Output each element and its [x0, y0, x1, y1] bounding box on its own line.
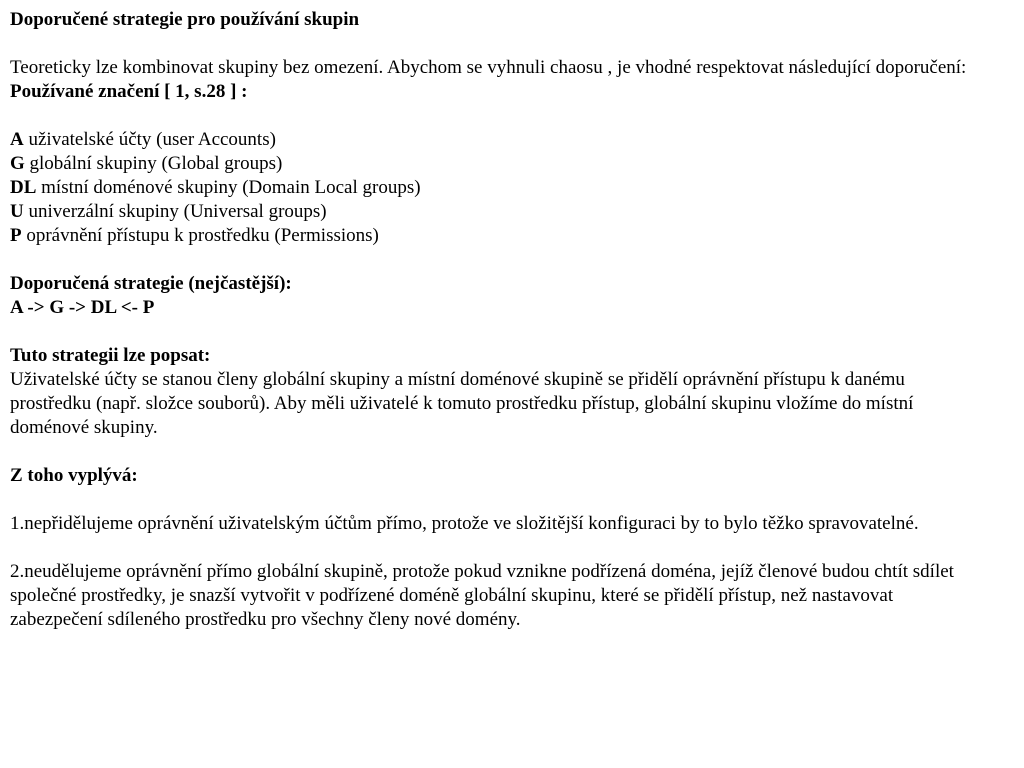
notation-text: globální skupiny (Global groups)	[24, 153, 283, 174]
document-title: Doporučené strategie pro používání skupin	[10, 9, 360, 30]
notation-text: uživatelské účty (user Accounts)	[23, 129, 276, 150]
notation-abbr: G	[10, 153, 25, 174]
strategy-formula: A -> G -> DL <- P	[10, 297, 155, 318]
intro-text: Teoreticky lze kombinovat skupiny bez omezení. Abychom se vyhnuli chaosu , je vhodné respektovat následující doporučení:	[10, 57, 967, 78]
describe-heading: Tuto strategii lze popsat:	[10, 345, 211, 366]
notation-text: oprávnění přístupu k prostředku (Permissions)	[21, 225, 379, 246]
notation-text: místní doménové skupiny (Domain Local groups)	[36, 177, 421, 198]
notation-abbr: U	[10, 201, 24, 222]
notation-item	[10, 176, 1024, 200]
describe-line: prostředku (např. složce souborů). Aby měli uživatelé k tomuto prostředku přístup, globální skupinu vložíme do místní	[10, 393, 914, 414]
point-2-line: společné prostředky, je snazší vytvořit v podřízené doméně globální skupinu, které se přidělí přístup, než nastavovat	[10, 585, 894, 606]
notation-item	[10, 200, 1024, 224]
point-1: 1.nepřidělujeme oprávnění uživatelským účtům přímo, protože ve složitější konfiguraci by to bylo těžko spravovatelné.	[10, 513, 919, 534]
notation-text: univerzální skupiny (Universal groups)	[23, 201, 327, 222]
notation-item	[10, 224, 1024, 248]
notation-item	[10, 152, 1024, 176]
notation-abbr: DL	[10, 177, 37, 198]
notation-abbr: P	[10, 225, 22, 246]
notation-heading: Používané značení [ 1, s.28 ] :	[10, 81, 248, 102]
notation-abbr: A	[10, 129, 24, 150]
describe-line: doménové skupiny.	[10, 417, 158, 438]
describe-line: Uživatelské účty se stanou členy globální skupiny a místní doménové skupině se přidělí oprávnění přístupu k danému	[10, 369, 905, 390]
point-2-line: 2.neudělujeme oprávnění přímo globální skupině, protože pokud vznikne podřízená doména, jejíž členové budou chtít sdílet	[10, 561, 954, 582]
conclusion-heading: Z toho vyplývá:	[10, 465, 138, 486]
notation-item	[10, 128, 1024, 152]
point-2-line: zabezpečení sdíleného prostředku pro všechny členy nové domény.	[10, 609, 521, 630]
strategy-heading: Doporučená strategie (nejčastější):	[10, 273, 292, 294]
